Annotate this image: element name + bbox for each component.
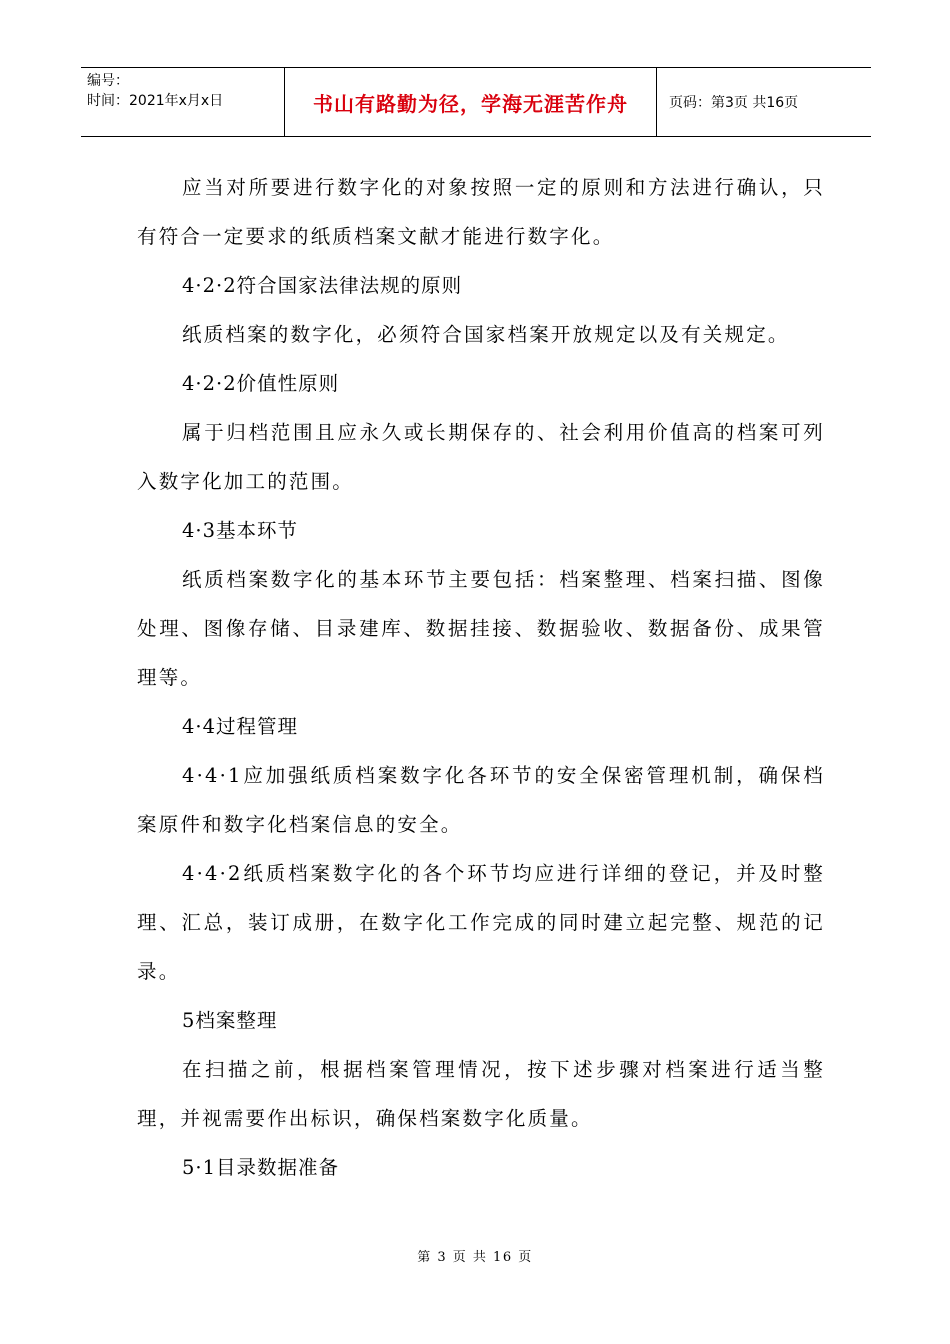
paragraph: 纸质档案的数字化，必须符合国家档案开放规定以及有关规定。: [182, 323, 790, 346]
paragraph: 4·4·1应加强纸质档案数字化各环节的安全保密管理机制，确保档案原件和数字化档案信息的安全。: [137, 764, 825, 836]
document-code-label: 编号：: [87, 73, 129, 89]
section-heading: 4·4过程管理: [182, 715, 299, 738]
header-page-info: 页码：第3页 共16页: [669, 95, 799, 111]
header-motto: 书山有路勤为径，学海无涯苦作舟: [313, 91, 628, 116]
section-heading: 5档案整理: [182, 1009, 278, 1032]
paragraph: 纸质档案数字化的基本环节主要包括：档案整理、档案扫描、图像处理、图像存储、目录建库、数据挂接、数据验收、数据备份、成果管理等。: [137, 568, 825, 689]
section-heading: 4·3基本环节: [182, 519, 299, 542]
document-body: [137, 163, 825, 1192]
paragraph: 在扫描之前，根据档案管理情况，按下述步骤对档案进行适当整理，并视需要作出标识，确保档案数字化质量。: [137, 1058, 825, 1130]
paragraph: 应当对所要进行数字化的对象按照一定的原则和方法进行确认，只有符合一定要求的纸质档案文献才能进行数字化。: [137, 176, 825, 248]
header-motto-cell: [285, 68, 657, 136]
paragraph: 4·4·2纸质档案数字化的各个环节均应进行详细的登记，并及时整理、汇总，装订成册，在数字化工作完成的同时建立起完整、规范的记录。: [137, 862, 825, 983]
section-heading: 4·2·2价值性原则: [182, 372, 340, 395]
page-header: [81, 67, 871, 137]
paragraph: 属于归档范围且应永久或长期保存的、社会利用价值高的档案可列入数字化加工的范围。: [137, 421, 825, 493]
section-heading: 5·1目录数据准备: [182, 1156, 340, 1179]
section-heading: 4·2·2符合国家法律法规的原则: [182, 274, 463, 297]
header-meta: [81, 68, 285, 136]
document-date: 时间：2021年x月x日: [87, 93, 224, 109]
page-footer: 第 3 页 共 16 页: [417, 1250, 533, 1265]
